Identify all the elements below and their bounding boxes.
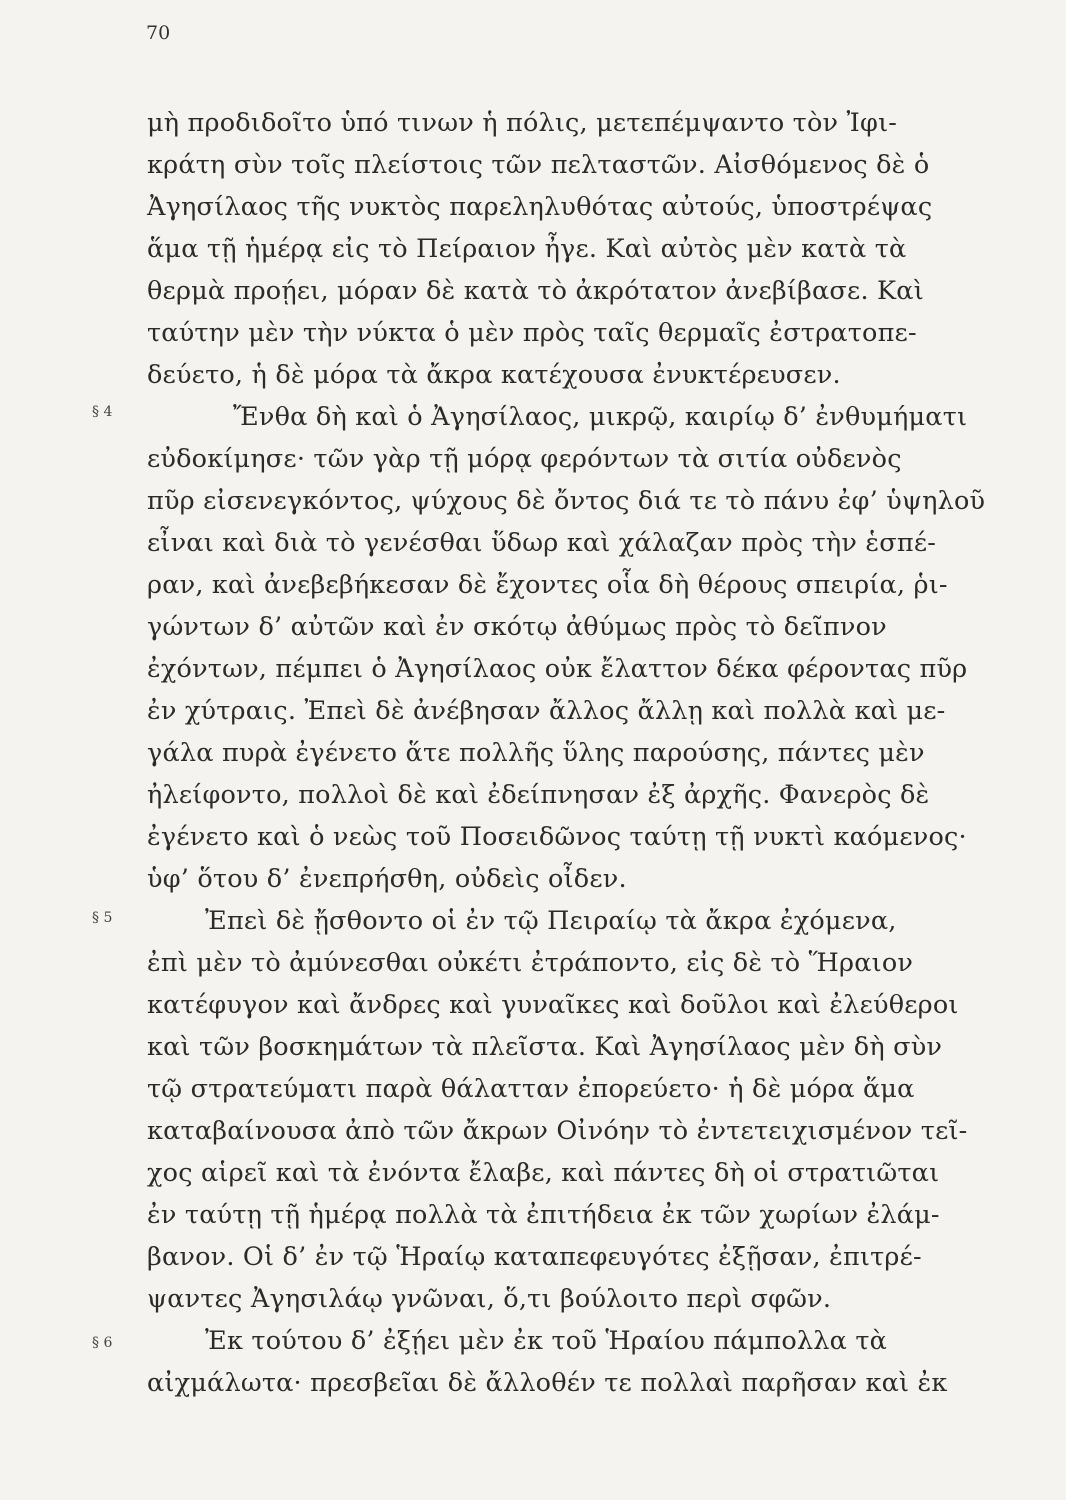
section-marker: § 4: [92, 404, 113, 420]
text-line: ἠλείφοντο, πολλοὶ δὲ καὶ ἐδείπνησαν ἐξ ἀρχῆς. Φανερὸς δὲ: [147, 780, 930, 810]
text-line: δεύετο, ἡ δὲ μόρα τὰ ἄκρα κατέχουσα ἐνυκτέρευσεν.: [147, 360, 841, 390]
page-number: 70: [146, 22, 171, 44]
text-line: ἐγένετο καὶ ὁ νεὼς τοῦ Ποσειδῶνος ταύτῃ τῇ νυκτὶ καόμενος·: [147, 822, 967, 852]
text-line: ραν, καὶ ἀνεβεβήκεσαν δὲ ἔχοντες οἷα δὴ θέρους σπειρία, ῥι-: [147, 570, 948, 600]
text-line: κράτη σὺν τοῖς πλείστοις τῶν πελταστῶν. Αἰσθόμενος δὲ ὁ: [147, 150, 930, 180]
text-line: Ἔνθα δὴ καὶ ὁ Ἀγησίλαος, μικρῷ, καιρίῳ δ’ ἐνθυμήματι: [233, 402, 968, 432]
text-line: ἐν χύτραις. Ἐπεὶ δὲ ἀνέβησαν ἄλλος ἄλλῃ καὶ πολλὰ καὶ με-: [147, 696, 946, 726]
text-line: Ἐκ τούτου δ’ ἐξῄει μὲν ἐκ τοῦ Ἡραίου πάμπολλα τὰ: [205, 1326, 888, 1356]
text-line: βανον. Οἱ δ’ ἐν τῷ Ἡραίῳ καταπεφευγότες ἐξῇσαν, ἐπιτρέ-: [147, 1242, 922, 1272]
text-line: τῷ στρατεύματι παρὰ θάλατταν ἐπορεύετο· ἡ δὲ μόρα ἅμα: [147, 1074, 915, 1104]
text-line: Ἐπεὶ δὲ ᾔσθοντο οἱ ἐν τῷ Πειραίῳ τὰ ἄκρα ἐχόμενα,: [205, 906, 897, 936]
text-line: ἅμα τῇ ἡμέρᾳ εἰς τὸ Πείραιον ἦγε. Καὶ αὐτὸς μὲν κατὰ τὰ: [147, 234, 907, 264]
text-line: εἶναι καὶ διὰ τὸ γενέσθαι ὕδωρ καὶ χάλαζαν πρὸς τὴν ἑσπέ-: [147, 528, 937, 558]
text-line: ἐν ταύτῃ τῇ ἡμέρᾳ πολλὰ τὰ ἐπιτήδεια ἐκ τῶν χωρίων ἐλάμ-: [147, 1200, 940, 1230]
text-line: Ἀγησίλαος τῆς νυκτὸς παρεληλυθότας αὐτούς, ὑποστρέψας: [147, 192, 933, 222]
text-line: πῦρ εἰσενεγκόντος, ψύχους δὲ ὄντος διά τε τὸ πάνυ ἐφ’ ὑψηλοῦ: [147, 486, 986, 516]
text-line: κατέφυγον καὶ ἄνδρες καὶ γυναῖκες καὶ δοῦλοι καὶ ἐλεύθεροι: [147, 990, 959, 1020]
text-line: ψαντες Ἀγησιλάῳ γνῶναι, ὅ,τι βούλοιτο περὶ σφῶν.: [147, 1284, 832, 1314]
text-line: θερμὰ προῄει, μόραν δὲ κατὰ τὸ ἀκρότατον ἀνεβίβασε. Καὶ: [147, 276, 924, 306]
text-line: μὴ προδιδοῖτο ὑπό τινων ἡ πόλις, μετεπέμψαντο τὸν Ἰφι-: [147, 108, 898, 138]
text-line: εὐδοκίμησε· τῶν γὰρ τῇ μόρᾳ φερόντων τὰ σιτία οὐδενὸς: [147, 444, 902, 474]
section-marker: § 5: [92, 910, 113, 926]
text-line: ὑφ’ ὅτου δ’ ἐνεπρήσθη, οὐδεὶς οἶδεν.: [147, 864, 627, 894]
text-line: ἐπὶ μὲν τὸ ἀμύνεσθαι οὐκέτι ἐτράποντο, εἰς δὲ τὸ Ἥραιον: [147, 948, 914, 978]
text-line: ἐχόντων, πέμπει ὁ Ἀγησίλαος οὐκ ἔλαττον δέκα φέροντας πῦρ: [147, 654, 968, 684]
text-line: αἰχμάλωτα· πρεσβεῖαι δὲ ἄλλοθέν τε πολλαὶ παρῆσαν καὶ ἐκ: [147, 1368, 948, 1398]
text-line: χος αἱρεῖ καὶ τὰ ἐνόντα ἔλαβε, καὶ πάντες δὴ οἱ στρατιῶται: [147, 1158, 940, 1188]
text-line: γώντων δ’ αὐτῶν καὶ ἐν σκότῳ ἀθύμως πρὸς τὸ δεῖπνον: [147, 612, 887, 642]
section-marker: § 6: [92, 1335, 113, 1351]
text-line: καὶ τῶν βοσκημάτων τὰ πλεῖστα. Καὶ Ἀγησίλαος μὲν δὴ σὺν: [147, 1032, 943, 1062]
text-line: καταβαίνουσα ἀπὸ τῶν ἄκρων Οἰνόην τὸ ἐντετειχισμένον τεῖ-: [147, 1116, 968, 1146]
text-line: ταύτην μὲν τὴν νύκτα ὁ μὲν πρὸς ταῖς θερμαῖς ἐστρατοπε-: [147, 318, 917, 348]
text-line: γάλα πυρὰ ἐγένετο ἅτε πολλῆς ὕλης παρούσης, πάντες μὲν: [147, 738, 925, 768]
